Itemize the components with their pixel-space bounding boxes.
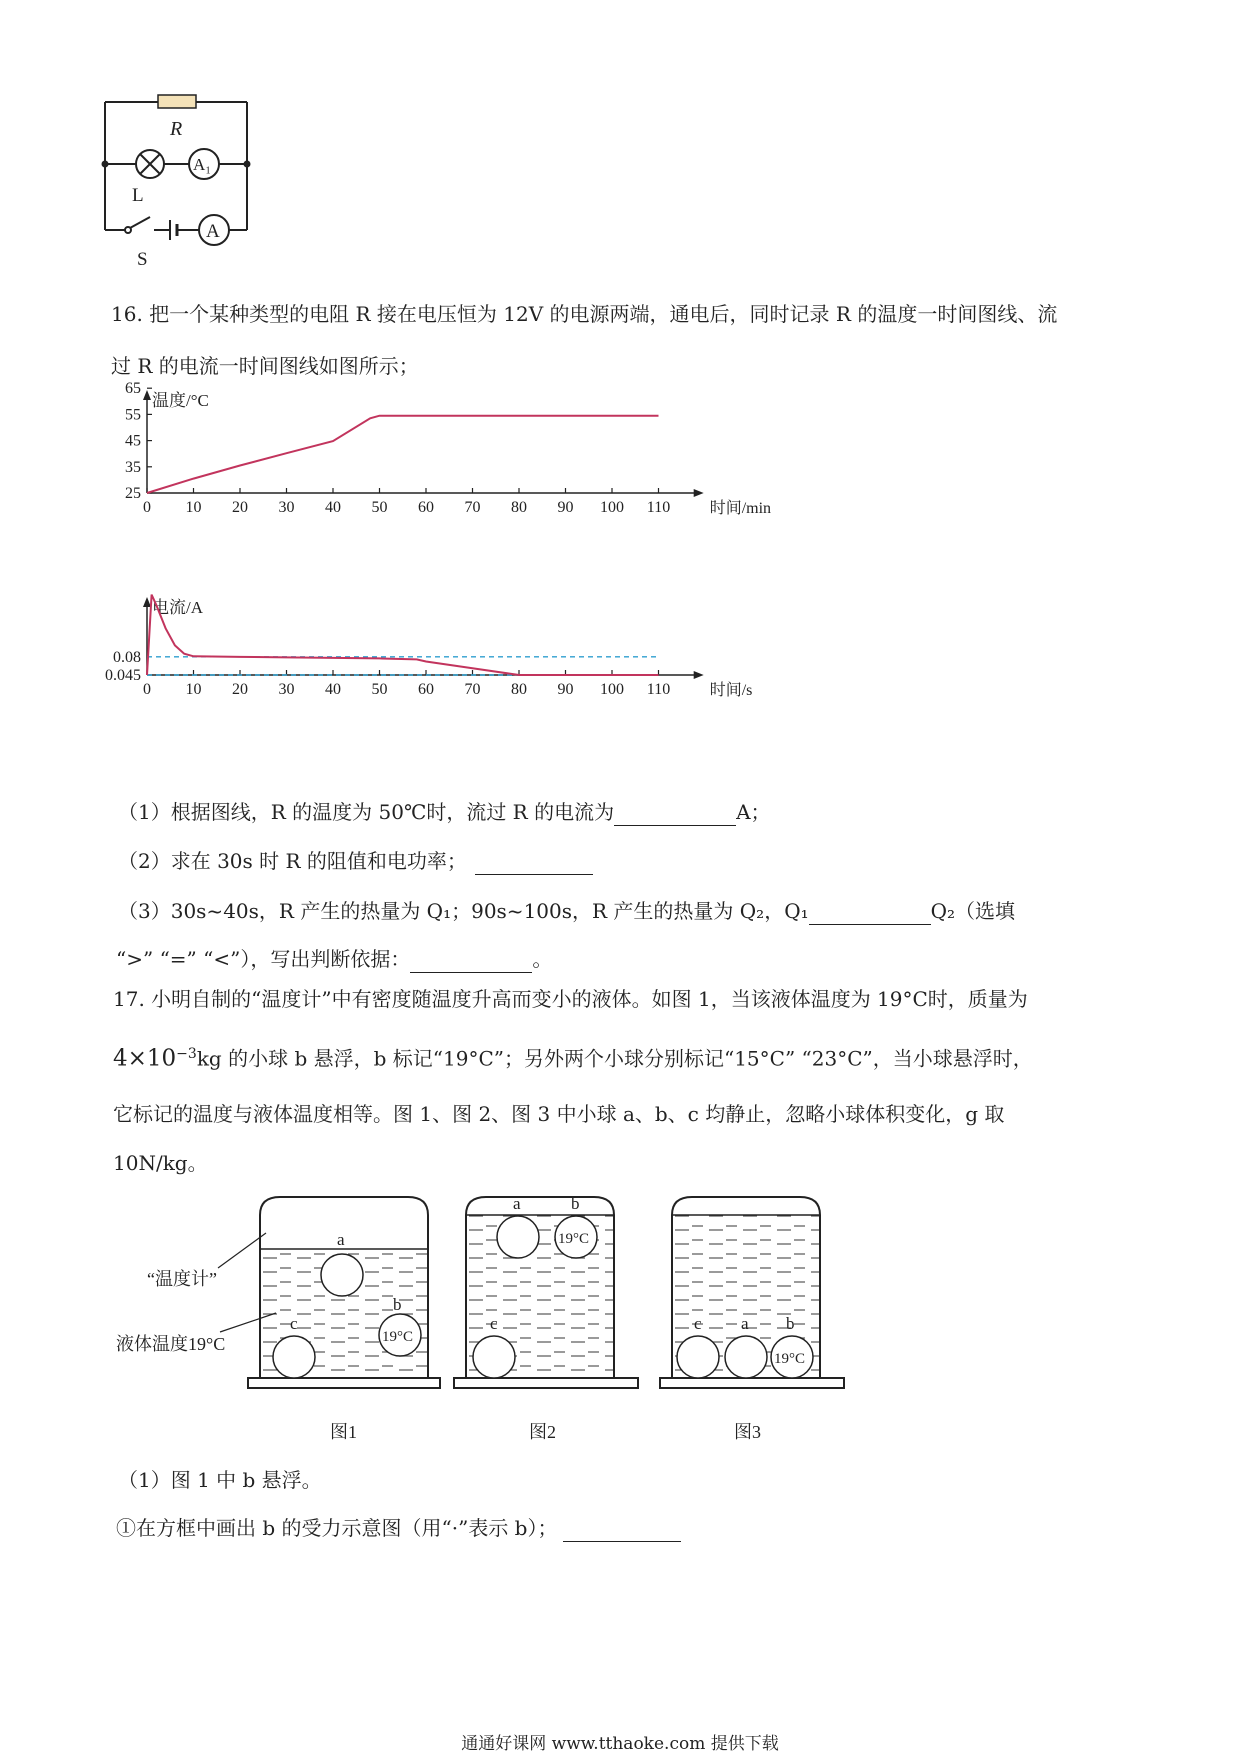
x-tick-label: 70 — [464, 499, 481, 516]
ball-c-fig1 — [273, 1336, 315, 1378]
svg-text:19°C: 19°C — [774, 1351, 806, 1367]
x-tick-label: 20 — [232, 499, 248, 516]
x-tick-label: 110 — [646, 499, 671, 516]
figure-3 — [660, 1197, 844, 1442]
x-tick-label: 20 — [232, 681, 248, 698]
svg-text:a: a — [741, 1314, 749, 1333]
y-tick-label: 55 — [125, 406, 141, 424]
q16-sub2-text: （2）求在 30s 时 R 的阻值和电功率； — [118, 849, 467, 873]
svg-text:b: b — [786, 1314, 795, 1333]
x-tick-label: 0 — [143, 499, 151, 516]
q16-sub2 — [118, 847, 593, 875]
q16-line2: 过 R 的电流一时间图线如图所示； — [111, 354, 419, 378]
x-tick-label: 50 — [371, 681, 388, 698]
liquid-temp-label: 液体温度19°C — [116, 1334, 226, 1354]
x-tick-label: 60 — [418, 499, 434, 516]
q17-mass-exp: −3 — [176, 1046, 197, 1062]
y-axis-label: 电流/A — [152, 598, 203, 617]
x-tick-label: 110 — [646, 681, 671, 698]
x-tick-label: 10 — [185, 499, 202, 516]
q16-sub3 — [118, 897, 1015, 925]
x-tick-label: 0 — [143, 681, 151, 698]
figure-1 — [248, 1197, 440, 1442]
ball-a-fig1 — [321, 1254, 363, 1296]
q17-sub1-1-text: ①在方框中画出 b 的受力示意图（用“·”表示 b）； — [116, 1516, 558, 1540]
x-tick-label: 40 — [325, 681, 341, 698]
x-tick-label: 30 — [278, 499, 295, 516]
page-footer: 通通好课网 www.tthaoke.com 提供下载 — [461, 1734, 779, 1754]
x-axis-label: 时间/s — [709, 682, 753, 699]
x-axis-label: 时间/min — [709, 500, 772, 517]
answer-blank-resistance-power[interactable] — [475, 852, 593, 875]
q17-sub1: （1）图 1 中 b 悬浮。 — [118, 1468, 322, 1492]
ball-c-fig3 — [677, 1336, 719, 1378]
thermometer-label: “温度计” — [147, 1269, 217, 1289]
y-tick-label: 35 — [125, 458, 141, 476]
y-tick-label: 65 — [125, 380, 141, 398]
svg-text:19°C: 19°C — [558, 1231, 590, 1247]
svg-text:c: c — [490, 1314, 498, 1333]
figure-3-label: 图3 — [734, 1422, 761, 1442]
thermometer-figures — [110, 1195, 870, 1455]
q17-line2 — [113, 1040, 1033, 1073]
x-tick-label: 70 — [464, 681, 481, 698]
q16-sub3-line2 — [116, 945, 552, 973]
x-tick-label: 40 — [325, 499, 341, 516]
svg-text:19°C: 19°C — [382, 1329, 414, 1345]
svg-text:b: b — [393, 1295, 402, 1314]
answer-blank-current[interactable] — [614, 803, 736, 826]
y-tick-label: 0.08 — [113, 648, 141, 666]
ball-a-fig3 — [725, 1336, 767, 1378]
q16-sub1-unit: A； — [736, 800, 771, 824]
y-axis-label: 温度/°C — [152, 391, 209, 410]
q17-line1: 17. 小明自制的“温度计”中有密度随温度升高而变小的液体。如图 1，当该液体温度为 19°C时，质量为 — [113, 987, 1028, 1011]
x-tick-label: 90 — [557, 681, 574, 698]
q17-line4: 10N/kg。 — [113, 1151, 208, 1175]
x-tick-label: 60 — [418, 681, 434, 698]
answer-blank-force-diagram[interactable] — [563, 1519, 681, 1542]
ammeter1-label: A₁ — [193, 155, 212, 174]
resistor-symbol — [158, 95, 196, 108]
x-tick-label: 80 — [511, 681, 527, 698]
lamp-label: L — [132, 185, 144, 206]
q17-line2-text: kg 的小球 b 悬浮，b 标记“19°C”；另外两个小球分别标记“15°C” “23°C”，当小球悬浮时， — [196, 1046, 1033, 1071]
y-tick-label: 45 — [125, 432, 141, 450]
x-axis-arrow — [694, 489, 704, 497]
x-tick-label: 50 — [371, 499, 388, 516]
figure-2 — [454, 1194, 638, 1442]
svg-text:b: b — [571, 1194, 580, 1213]
q16-sub3-text: （3）30s~40s，R 产生的热量为 Q₁；90s~100s，R 产生的热量为 Q₂，Q₁ — [118, 899, 809, 923]
x-tick-label: 100 — [600, 681, 624, 698]
q16-sub1-text: （1）根据图线，R 的温度为 50℃时，流过 R 的电流为 — [118, 800, 615, 824]
y-tick-label: 25 — [125, 485, 141, 502]
temperature-chart — [110, 380, 870, 584]
switch-label: S — [137, 249, 148, 270]
q16-sub3-end: 。 — [532, 947, 553, 971]
x-tick-label: 30 — [278, 681, 295, 698]
series-line — [147, 416, 659, 493]
q17-line3: 它标记的温度与液体温度相等。图 1、图 2、图 3 中小球 a、b、c 均静止，忽略小球体积变化，g 取 — [113, 1102, 1005, 1126]
q16-sub3-options: “>” “=” “<”），写出判断依据： — [116, 947, 411, 971]
svg-text:a: a — [337, 1230, 345, 1249]
ball-a-fig2 — [497, 1216, 539, 1258]
svg-text:a: a — [513, 1194, 521, 1213]
x-tick-label: 90 — [557, 499, 574, 516]
switch-symbol — [130, 217, 150, 228]
figure-1-label: 图1 — [330, 1422, 357, 1442]
current-chart — [105, 595, 870, 791]
x-tick-label: 10 — [185, 681, 202, 698]
circuit-diagram — [100, 90, 280, 270]
q16-sub3-tail: Q₂（选填 — [930, 899, 1016, 923]
ammeter-label: A — [206, 221, 220, 242]
y-axis-arrow — [143, 390, 151, 400]
ball-c-fig2 — [473, 1336, 515, 1378]
q16-line1: 16. 把一个某种类型的电阻 R 接在电压恒为 12V 的电源两端，通电后，同时记录 R 的温度一时间图线、流 — [111, 302, 1058, 326]
svg-text:c: c — [694, 1314, 702, 1333]
svg-text:c: c — [290, 1314, 298, 1333]
y-axis-arrow — [143, 597, 151, 607]
q17-mass-base: 4×10 — [113, 1045, 177, 1072]
answer-blank-compare[interactable] — [809, 902, 931, 925]
x-tick-label: 80 — [511, 499, 527, 516]
series-line — [147, 595, 659, 675]
q16-sub1 — [118, 798, 771, 826]
resistor-label: R — [170, 118, 183, 140]
x-tick-label: 100 — [600, 499, 624, 516]
q17-sub1-1 — [116, 1514, 681, 1542]
x-axis-arrow — [694, 671, 704, 679]
answer-blank-reason[interactable] — [410, 950, 532, 973]
y-tick-label: 0.045 — [105, 667, 141, 684]
figure-2-label: 图2 — [529, 1422, 556, 1442]
